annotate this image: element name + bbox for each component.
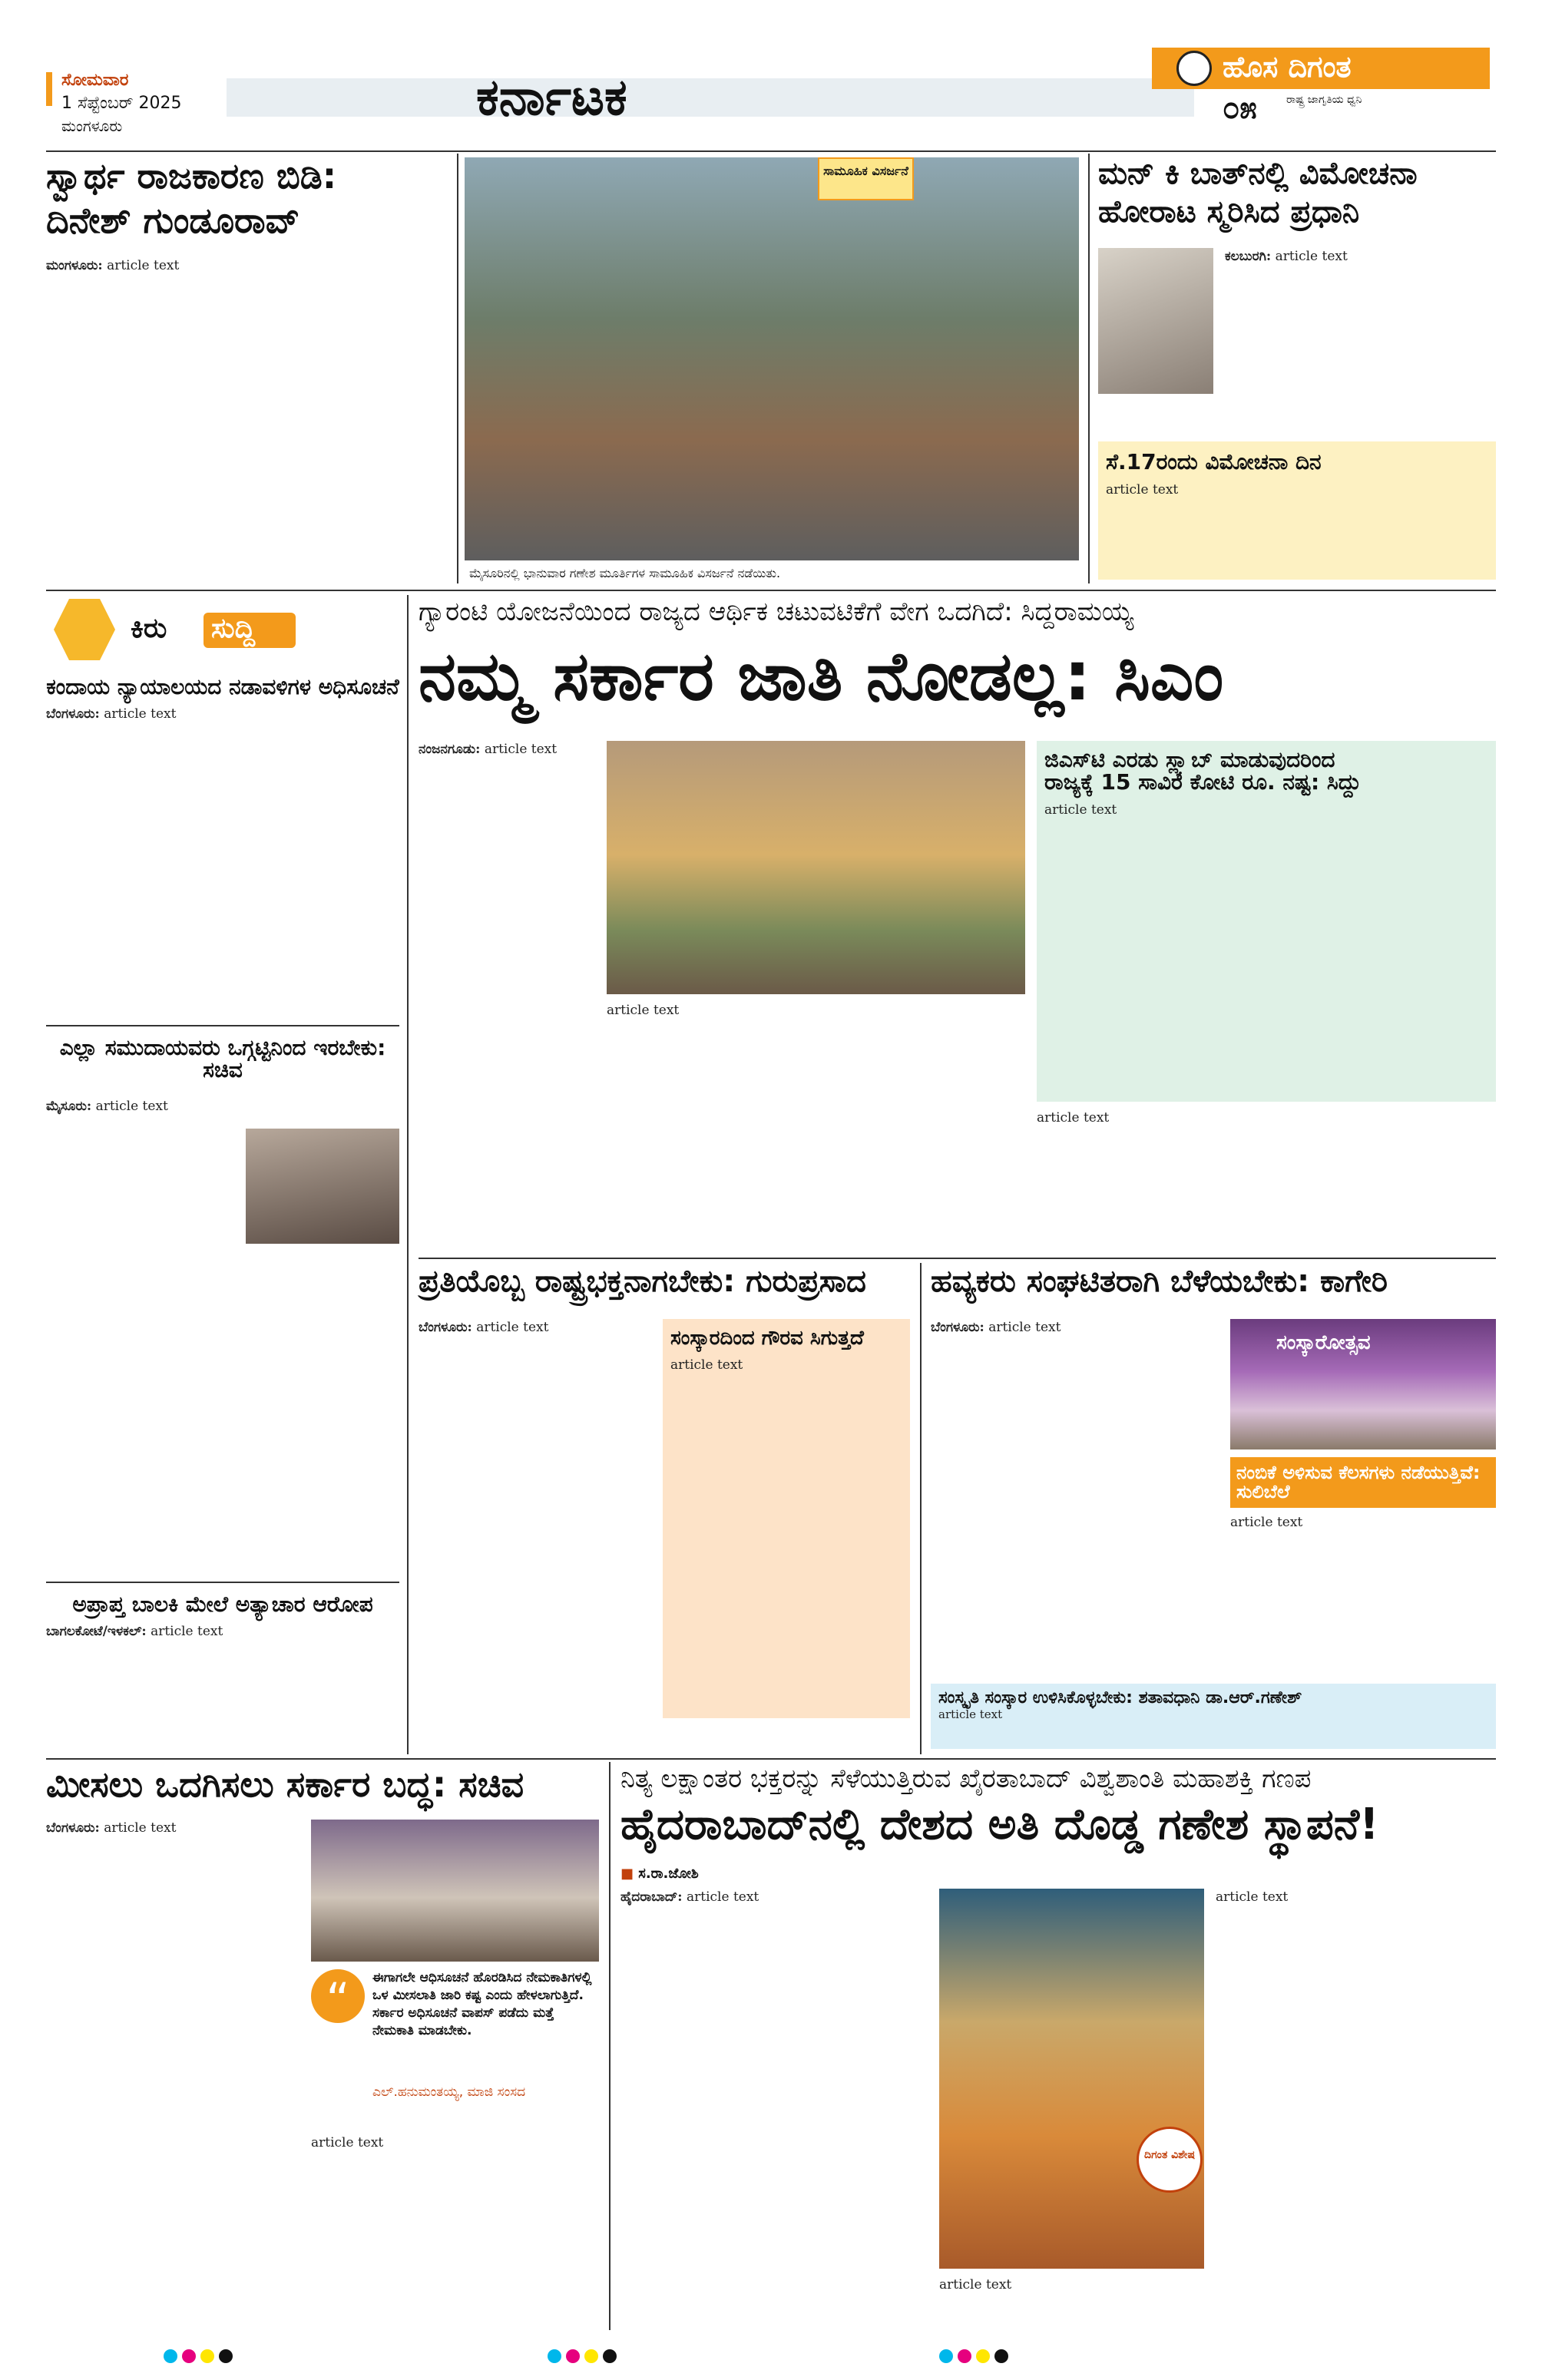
sulibele-body: article text	[1230, 1515, 1303, 1531]
hand-icon	[54, 599, 115, 660]
samskarotsava-banner: ಸಂಸ್ಕಾರೋತ್ಸವ	[1276, 1331, 1371, 1354]
masthead-band	[227, 78, 1194, 117]
ganesh-box-body: article text	[938, 1707, 1003, 1721]
section-title: ಕರ್ನಾಟಕ	[476, 68, 627, 127]
samskara-box	[663, 1319, 910, 1718]
lead-kicker: ಗ್ಯಾರಂಟಿ ಯೋಜನೆಯಿಂದ ರಾಜ್ಯದ ಆರ್ಥಿಕ ಚಟುವಟಿಕೆಗೆ ವೇಗ ಒದಗಿದೆ: ಸಿದ್ದರಾಮಯ್ಯ	[419, 597, 1134, 627]
lead-story	[419, 599, 1496, 1251]
registration-marks-left	[161, 2349, 235, 2366]
kiru-suddi-column	[46, 599, 399, 1750]
divider-v3	[407, 595, 409, 1754]
byline-marker: ■	[620, 1866, 639, 1882]
gst-box	[1037, 741, 1496, 1102]
story-hyderabad-ganesha	[620, 1766, 1496, 2326]
story4-headline: ಹವ್ಯಕರು ಸಂಘಟಿತರಾಗಿ ಬೆಳೆಯಬೇಕು: ಕಾಗೇರಿ	[931, 1264, 1388, 1299]
ganesh-box-title: ಸಂಸ್ಕೃತಿ ಸಂಸ್ಕಾರ ಉಳಿಸಿಕೊಳ್ಳಬೇಕು: ಶತಾವಧಾನಿ ಡಾ.ಆರ್.ಗಣೇಶ್	[938, 1688, 1302, 1707]
brand-tagline: ರಾಷ್ಟ್ರ ಜಾಗೃತಿಯ ಧ್ವನಿ	[1286, 94, 1362, 106]
kiru-item-2-text: article text	[95, 1099, 168, 1114]
quote-block	[311, 1969, 599, 2123]
masthead-orange-bar	[46, 72, 52, 106]
story2-headline-2: ಹೋರಾಟ ಸ್ಮರಿಸಿದ ಪ್ರಧಾನಿ	[1098, 194, 1360, 230]
story5-headline: ಮೀಸಲು ಒದಗಿಸಲು ಸರ್ಕಾರ ಬದ್ಧ: ಸಚಿವ	[46, 1764, 524, 1805]
story5-body-right: article text	[311, 2135, 384, 2150]
gst-box-body: article text	[1044, 802, 1117, 818]
lead-text: article text	[484, 742, 558, 757]
sulibele-title: ನಂಬಿಕೆ ಅಳಿಸುವ ಕೆಲಸಗಳು ನಡೆಯುತ್ತಿವೆ: ಸುಲಿಬೆಲೆ	[1230, 1457, 1496, 1508]
vimochana-box-title: ಸೆ.17ರಂದು ವಿಮೋಚನಾ ದಿನ	[1106, 449, 1322, 474]
kiru-item-2-body	[46, 1098, 238, 1115]
masthead-rule	[46, 150, 1496, 152]
kiru-divider-1	[46, 1025, 399, 1026]
story5-text: article text	[104, 1820, 177, 1836]
divider-v1	[457, 154, 458, 583]
kiru-item-1-text: article text	[104, 706, 177, 722]
ganesh-box	[931, 1684, 1496, 1749]
kiru-banner	[46, 599, 369, 668]
gst-box-title-1: ಜಿಎಸ್‌ಟಿ ಎರಡು ಸ್ಲ್ಯಾಬ್ ಮಾಡುವುದರಿಂದ	[1044, 747, 1335, 772]
divider-v2	[1088, 154, 1090, 583]
story1-text: article text	[107, 258, 180, 273]
kiru-label: ಕಿರು	[131, 613, 167, 644]
quote-author: ಎಲ್.ಹನುಮಂತಯ್ಯ, ಮಾಜಿ ಸಂಸದ	[372, 2084, 526, 2100]
kiru-item-3-dateline: ಬಾಗಲಕೋಟೆ/ಇಳಕಲ್:	[46, 1624, 147, 1640]
sulibele-box	[1230, 1457, 1496, 1680]
story6-caption-text: article text	[939, 2277, 1012, 2292]
brand-name: ಹೊಸ ದಿಗಂತ	[1223, 50, 1352, 84]
lamp-lighting-photo	[311, 1820, 599, 1962]
registration-marks-center	[545, 2349, 619, 2366]
divider-v4	[920, 1263, 922, 1754]
kiru-item-1-body	[46, 706, 399, 722]
story-havyaka	[931, 1265, 1496, 1749]
story1-dateline: ಮಂಗಳೂರು:	[46, 258, 103, 273]
story3-body	[419, 1319, 649, 1745]
brand-block	[1152, 48, 1490, 132]
divider-v5	[609, 1762, 611, 2330]
kiru-item-1-dateline: ಬೆಂಗಳೂರು:	[46, 706, 100, 722]
story6-body-right: article text	[1216, 1889, 1289, 1905]
divider-h2	[419, 1258, 1496, 1259]
kiru-item-2-title: ಎಲ್ಲಾ ಸಮುದಾಯವರು ಒಗ್ಗಟ್ಟಿನಿಂದ ಇರಬೇಕು: ಸಚಿವ	[59, 1035, 386, 1083]
story1-headline-1: ಸ್ವಾರ್ಥ ರಾಜಕಾರಣ ಬಿಡಿ:	[46, 155, 337, 197]
khairatabad-ganesha-photo	[939, 1889, 1204, 2269]
story-mann-ki-baat	[1098, 157, 1496, 583]
page-number: ೦೫	[1223, 91, 1257, 126]
story6-byline-name: ಸ.ರಾ.ಜೋಶಿ	[638, 1866, 699, 1882]
photo-tag: ಸಾಮೂಹಿಕ ವಿಸರ್ಜನೆ	[818, 157, 914, 200]
lead-dateline: ನಂಜನಗೂಡು:	[419, 742, 481, 757]
kiru-item-2	[46, 1036, 399, 1413]
quote-icon: “	[311, 1969, 365, 2023]
story-rashtrabhakta	[419, 1265, 910, 1749]
masthead-date: 1 ಸೆಪ್ಟೆಂಬರ್ 2025	[61, 94, 182, 113]
story6-kicker: ನಿತ್ಯ ಲಕ್ಷಾಂತರ ಭಕ್ತರನ್ನು ಸೆಳೆಯುತ್ತಿರುವ ಖೈರತಾಬಾದ್ ವಿಶ್ವಶಾಂತಿ ಮಹಾಶಕ್ತಿ ಗಣಪ	[620, 1764, 1312, 1794]
story3-headline: ಪ್ರತಿಯೊಬ್ಬ ರಾಷ್ಟ್ರಭಕ್ತನಾಗಬೇಕು: ಗುರುಪ್ರಸಾದ	[419, 1264, 867, 1299]
divider-h3	[46, 1758, 1496, 1760]
story2-text: article text	[1275, 249, 1348, 264]
vimochana-box-body: article text	[1106, 482, 1179, 497]
story1-headline-2: ದಿನೇಶ್ ಗುಂಡೂರಾವ್	[46, 200, 300, 241]
registration-marks-right	[937, 2349, 1011, 2366]
lead-body-left	[419, 741, 595, 1063]
lead-body-right: article text	[1037, 1110, 1110, 1126]
story3-text: article text	[476, 1320, 549, 1335]
masthead-city: ಮಂಗಳೂರು	[61, 117, 123, 135]
minister-photo	[246, 1129, 399, 1244]
kiru-item-3-text: article text	[151, 1624, 223, 1640]
story1-body	[46, 257, 445, 580]
ganesha-procession-photo	[465, 157, 1079, 560]
story6-headline: ಹೈದರಾಬಾದ್‌ನಲ್ಲಿ ದೇಶದ ಅತಿ ದೊಡ್ಡ ಗಣೇಶ ಸ್ಥಾಪನೆ!	[620, 1800, 1379, 1849]
vimochana-box	[1098, 441, 1496, 580]
story4-body	[931, 1319, 1215, 1680]
samskara-box-title: ಸಂಸ್ಕಾರದಿಂದ ಗೌರವ ಸಿಗುತ್ತದೆ	[670, 1327, 864, 1350]
story6-body-left	[620, 1889, 928, 2322]
kiru-divider-2	[46, 1582, 399, 1583]
story2-dateline: ಕಲಬುರಗಿ:	[1225, 249, 1272, 264]
story-meesalu	[46, 1766, 599, 2326]
logo-icon	[1176, 51, 1212, 86]
quote-text: ಈಗಾಗಲೇ ಆಧಿಸೂಚನೆ ಹೊರಡಿಸಿದ ನೇಮಕಾತಿಗಳಲ್ಲಿ ಒಳ ಮೀಸಲಾತಿ ಜಾರಿ ಕಷ್ಟ ಎಂದು ಹೇಳಲಾಗುತ್ತಿದೆ. ಸರ್ಕಾರ ಅಧಿಸೂಚನೆ ವಾಪಸ್ ಪಡೆದು ಮತ್ತೆ ನೇಮಕಾತಿ ಮಾಡಬೇಕು.	[372, 1970, 592, 2038]
story5-dateline: ಬೆಂಗಳೂರು:	[46, 1820, 100, 1836]
story6-byline	[620, 1866, 699, 1882]
divider-h1	[46, 590, 1496, 591]
lead-headline: ನಮ್ಮ ಸರ್ಕಾರ ಜಾತಿ ನೋಡಲ್ಲ: ಸಿಎಂ	[419, 636, 1224, 716]
story4-dateline: ಬೆಂಗಳೂರು:	[931, 1320, 984, 1335]
masthead	[46, 50, 1496, 147]
photo-caption: ಮೈಸೂರಿನಲ್ಲಿ ಭಾನುವಾರ ಗಣೇಶ ಮೂರ್ತಿಗಳ ಸಾಮೂಹಿಕ ವಿಸರ್ಜನೆ ನಡೆಯಿತು.	[469, 566, 781, 580]
samskarotsava-photo	[1230, 1319, 1496, 1449]
story2-headline-1: ಮನ್ ಕಿ ಬಾತ್‌ನಲ್ಲಿ ವಿಮೋಚನಾ	[1098, 156, 1418, 191]
kiru-item-1	[46, 676, 399, 975]
kiru-item-3-title: ಅಪ್ರಾಪ್ತ ಬಾಲಕಿ ಮೇಲೆ ಅತ್ಯಾಚಾರ ಆರೋಪ	[72, 1592, 373, 1617]
kiru-item-3-body	[46, 1623, 399, 1640]
story6-text: article text	[687, 1889, 759, 1905]
story-swartha	[46, 157, 445, 583]
photo-visarjane	[465, 157, 1079, 583]
gst-box-title-2: ರಾಜ್ಯಕ್ಕೆ 15 ಸಾವಿರ ಕೋಟಿ ರೂ. ನಷ್ಟ: ಸಿದ್ದು	[1044, 769, 1362, 795]
lead-body-bottom: article text	[607, 1003, 680, 1018]
kiru-item-2-dateline: ಮೈಸೂರು:	[46, 1099, 92, 1114]
kiru-item-3	[46, 1593, 399, 1747]
story5-body-left	[46, 1820, 296, 2322]
story6-dateline: ಹೈದರಾಬಾದ್:	[620, 1889, 683, 1905]
suddi-label: ಸುದ್ದಿ	[211, 613, 256, 644]
kiru-item-1-title: ಕಂದಾಯ ನ್ಯಾಯಾಲಯದ ನಡಾವಳಿಗಳ ಅಧಿಸೂಚನೆ	[46, 674, 399, 699]
story4-text: article text	[988, 1320, 1061, 1335]
samskara-box-body: article text	[670, 1357, 743, 1373]
diganta-vishesha-badge: ದಿಗಂತ ವಿಶೇಷ	[1137, 2127, 1203, 2193]
cm-event-photo	[607, 741, 1025, 994]
modi-photo	[1098, 248, 1213, 394]
masthead-day: ಸೋಮವಾರ	[61, 71, 129, 90]
story3-dateline: ಬೆಂಗಳೂರು:	[419, 1320, 472, 1335]
